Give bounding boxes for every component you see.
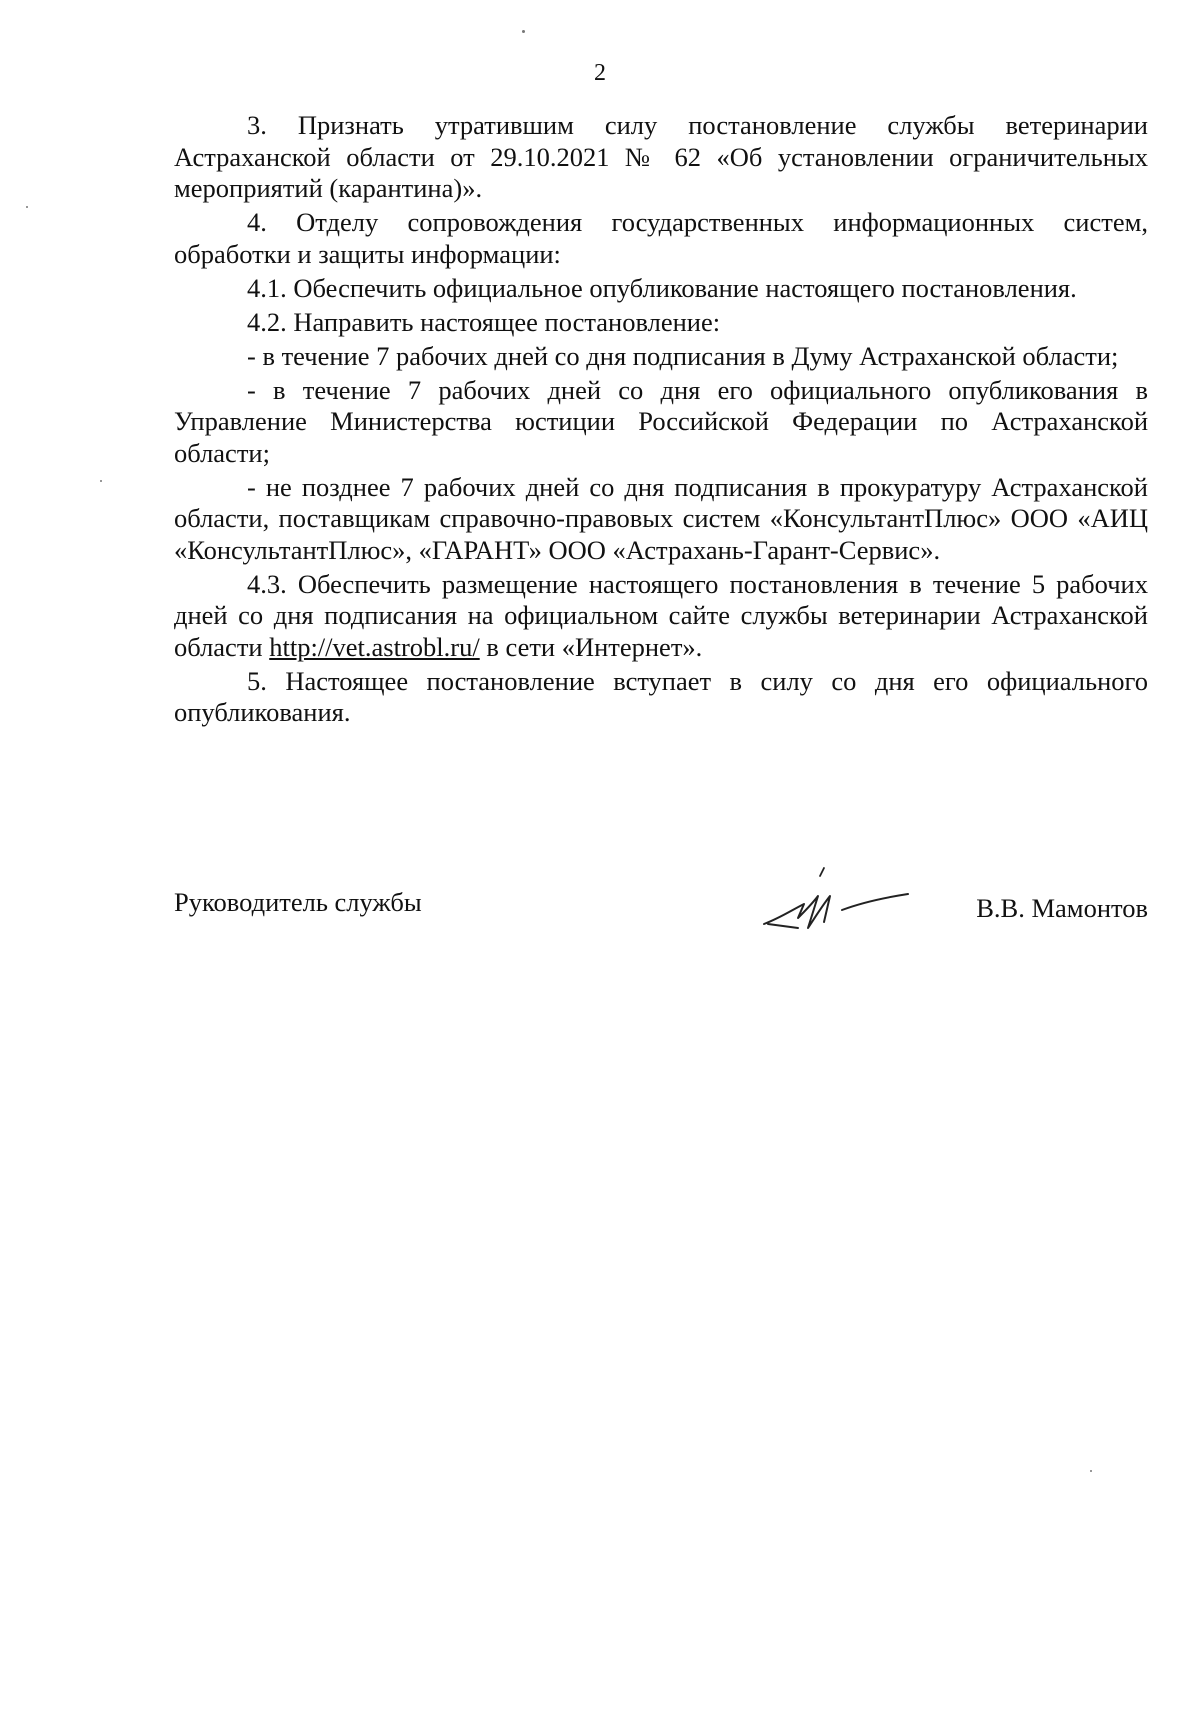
page-number: 2	[594, 60, 606, 86]
document-body	[174, 110, 1148, 731]
signatory-role: Руководитель службы	[174, 887, 422, 917]
paragraph-4-2: 4.2. Направить настоящее постановление:	[247, 306, 721, 337]
scan-speck	[100, 480, 102, 482]
paragraph-4-2-item-justice: - в течение 7 рабочих дней со дня его официального опубликования в Управление Министерства юстиции Российской Федерации по Астраханской области;	[174, 374, 1148, 468]
scan-speck	[26, 206, 28, 208]
paragraph-3: 3. Признать утратившим силу постановление службы ветеринарии Астраханской области от 29.10.2021 № 62 «Об установлении ограничительных мероприятий (карантина)».	[174, 110, 1148, 203]
paragraph-4-3	[174, 569, 1148, 664]
paragraph-4-3-text-after: в сети «Интернет».	[479, 631, 703, 662]
paragraph-5: 5. Настоящее постановление вступает в силу со дня его официального опубликования.	[174, 665, 1148, 727]
scan-speck	[522, 30, 525, 33]
paragraph-4-2-item-duma: - в течение 7 рабочих дней со дня подписания в Думу Астраханской области;	[247, 340, 1119, 371]
handwritten-signature	[758, 866, 918, 936]
scan-speck	[1090, 1470, 1092, 1472]
signatory-name: В.В. Мамонтов	[976, 893, 1148, 923]
paragraph-4-3-text-before: 4.3. Обеспечить размещение настоящего постановления в течение 5 рабочих дней со дня подписания на официальном сайте службы ветеринарии Астраханской области	[174, 568, 1148, 662]
website-link[interactable]: http://vet.astrobl.ru/	[269, 631, 480, 662]
paragraph-4-2-item-prosecutor: - не позднее 7 рабочих дней со дня подписания в прокуратуру Астраханской области, поставщикам справочно-правовых систем «КонсультантПлюс» ООО «АИЦ «КонсультантПлюс», «ГАРАНТ» ООО «Астрахань-Гарант-Сервис».	[174, 471, 1148, 565]
paragraph-4: 4. Отделу сопровождения государственных информационных систем, обработки и защиты информации:	[174, 207, 1148, 269]
paragraph-4-1: 4.1. Обеспечить официальное опубликование настоящего постановления.	[247, 272, 1077, 303]
